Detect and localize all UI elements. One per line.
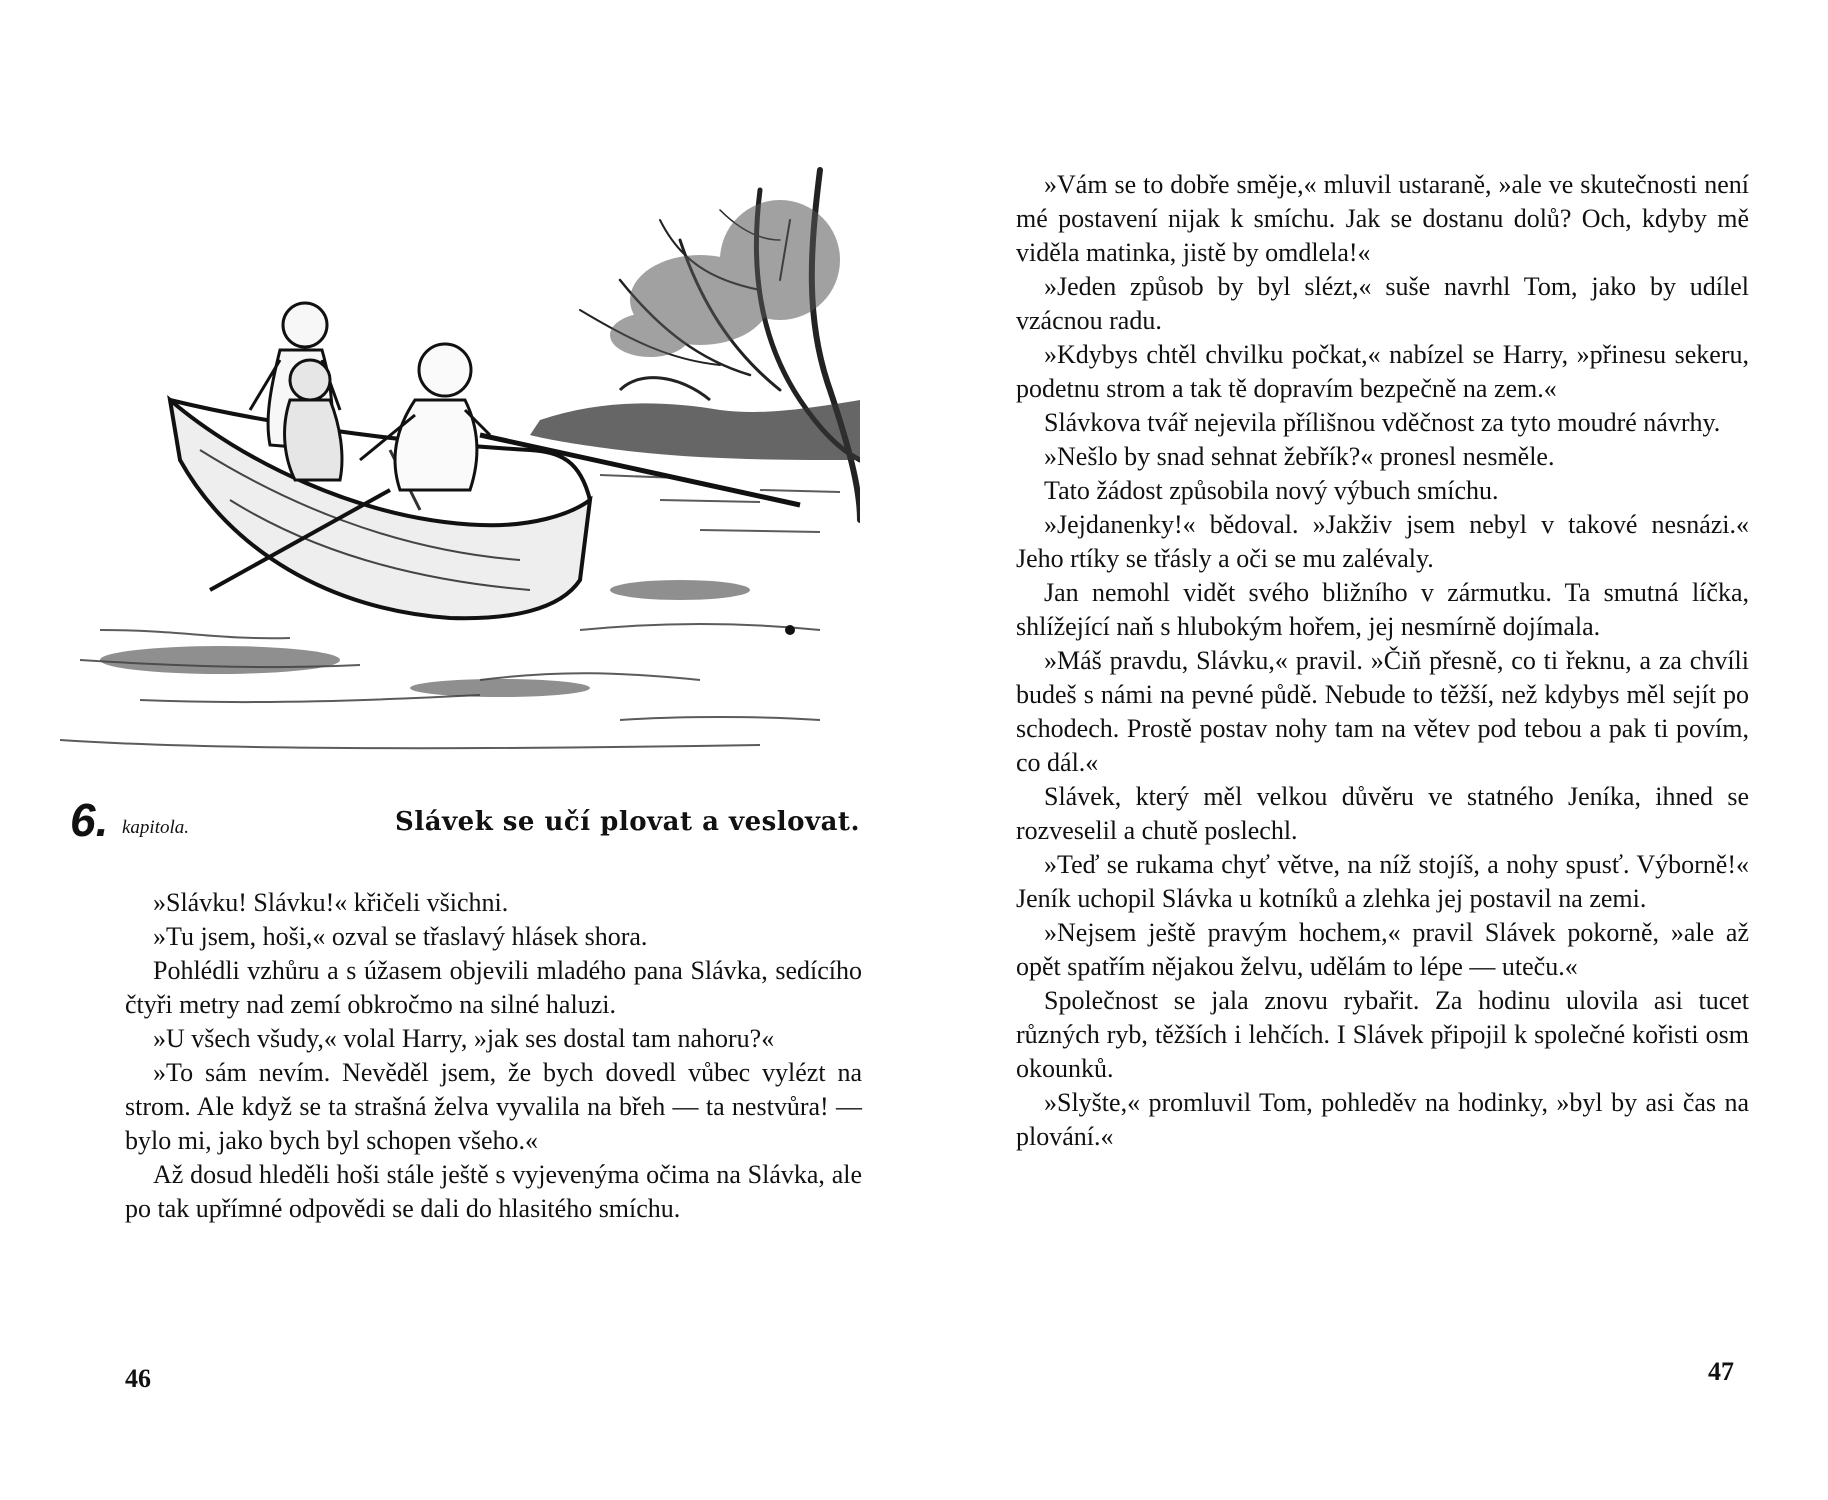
page-number-left: 46 [125, 1364, 151, 1393]
paragraph: »Tu jsem, hoši,« ozval se třaslavý hlásek shora. [153, 922, 648, 951]
paragraph: Pohlédli vzhůru a s úžasem objevili mladého pana Slávka, sedícího čtyři metry nad zemí obkročmo na silné haluzi. [125, 956, 862, 1019]
paragraph: »U všech všudy,« volal Harry, »jak ses dostal tam nahoru?« [153, 1024, 775, 1053]
chapter-heading [70, 795, 860, 845]
paragraph: »Nešlo by snad sehnat žebřík?« pronesl nesměle. [1044, 442, 1555, 471]
paragraph: Společnost se jala znovu rybařit. Za hodinu ulovila asi tucet různých ryb, těžších i lehčích. I Slávek připojil k společné kořisti osm okounků. [1016, 986, 1749, 1083]
boat-illustration [60, 160, 860, 760]
paragraph: Tato žádost způsobila nový výbuch smíchu. [1044, 476, 1499, 505]
paragraph: Slávkova tvář nejevila přílišnou vděčnost za tyto moudré návrhy. [1044, 408, 1721, 437]
paragraph: »Teď se rukama chyť větve, na níž stojíš, a nohy spusť. Výborně!« Jeník uchopil Slávka u kotníků a zlehka jej postavil na zemi. [1016, 850, 1749, 913]
paragraph: »Máš pravdu, Slávku,« pravil. »Čiň přesně, co ti řeknu, a za chvíli budeš s námi na pevné půdě. Nebude to těžší, než kdybys měl sejít po schodech. Prostě postav nohy tam na větev pod tebou a pak ti povím, co dál.« [1016, 646, 1749, 777]
paragraph: »Jeden způsob by byl slézt,« suše navrhl Tom, jako by udílel vzácnou radu. [1016, 272, 1749, 335]
paragraph: »Kdybys chtěl chvilku počkat,« nabízel se Harry, »přinesu sekeru, podetnu strom a tak tě dopravím bezpečně na zem.« [1016, 340, 1749, 403]
chapter-title: Slávek se učí plovat a veslovat. [395, 807, 860, 837]
paragraph: Jan nemohl vidět svého bližního v zármutku. Ta smutná líčka, shlížející naň s hlubokým hořem, jej nesmírně dojímala. [1016, 578, 1749, 641]
paragraph: Až dosud hleděli hoši stále ještě s vyjevenýma očima na Slávka, ale po tak upřímné odpovědi se dali do hlasitého smíchu. [125, 1160, 862, 1223]
paragraph: »To sám nevím. Nevěděl jsem, že bych dovedl vůbec vylézt na strom. Ale když se ta strašná želva vyvalila na břeh — ta nestvůra! — bylo mi, jako bych byl schopen všeho.« [125, 1058, 862, 1155]
paragraph: »Slávku! Slávku!« křičeli všichni. [153, 888, 509, 917]
boys-rowing-boat-drawing [60, 160, 860, 760]
page-number-right: 47 [1708, 1357, 1734, 1386]
left-page-text [125, 886, 862, 1226]
right-page [914, 0, 1828, 1500]
chapter-word: kapitola. [122, 817, 190, 838]
chapter-number: 6. [70, 794, 109, 846]
paragraph: »Slyšte,« promluvil Tom, pohleděv na hodinky, »byl by asi čas na plování.« [1016, 1088, 1749, 1151]
right-page-text [1016, 168, 1749, 1154]
paragraph: »Jejdanenky!« bědoval. »Jakživ jsem nebyl v takové nesnázi.« Jeho rtíky se třásly a oči se mu zalévaly. [1016, 510, 1749, 573]
paragraph: »Vám se to dobře směje,« mluvil ustaraně, »ale ve skutečnosti není mé postavení nijak k smíchu. Jak se dostanu dolů? Och, kdyby mě viděla matinka, jistě by omdlela!« [1016, 170, 1749, 267]
paragraph: »Nejsem ještě pravým hochem,« pravil Slávek pokorně, »ale až opět spatřím nějakou želvu, udělám to lépe — uteču.« [1016, 918, 1749, 981]
paragraph: Slávek, který měl velkou důvěru ve statného Jeníka, ihned se rozveselil a chutě poslechl. [1016, 782, 1749, 845]
